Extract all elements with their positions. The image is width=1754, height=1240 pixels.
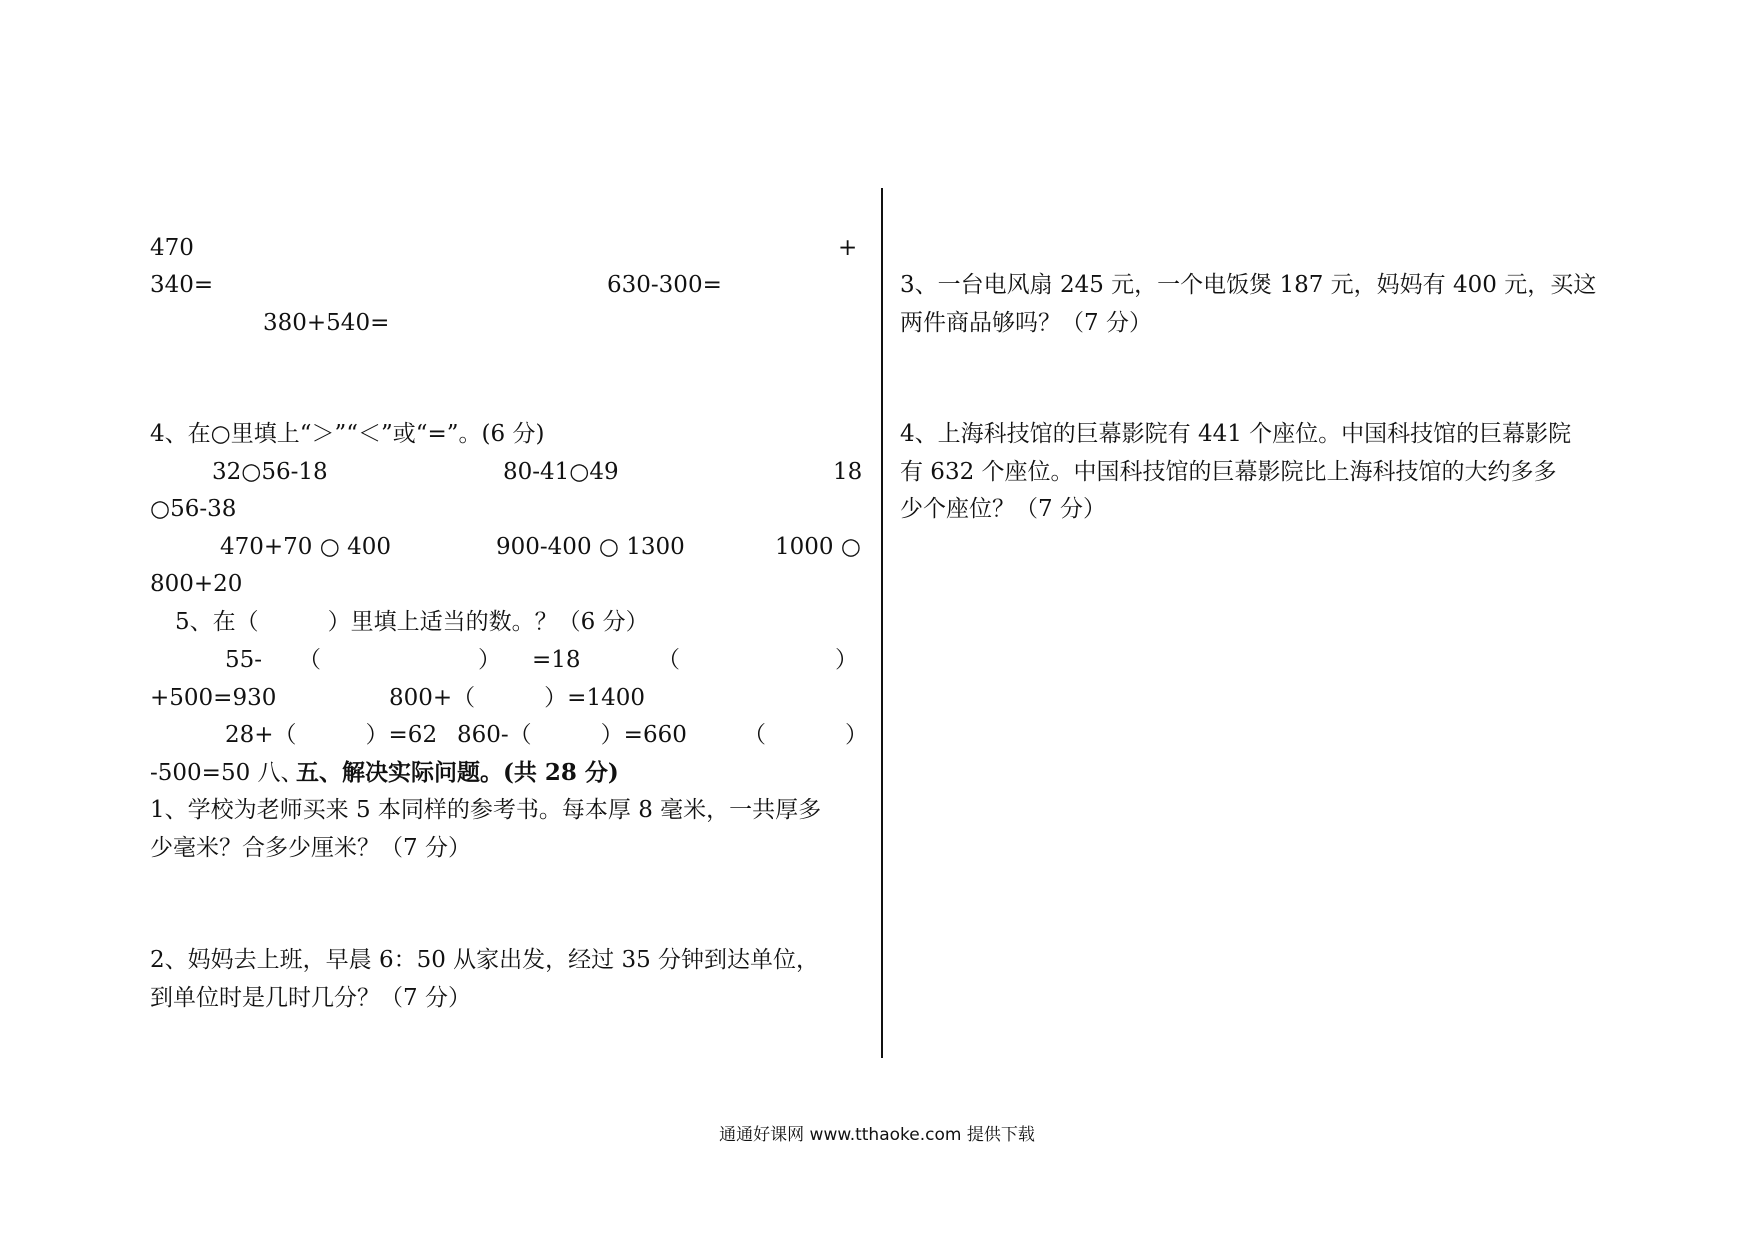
q4-row3-b: 900-400 ○ 1300	[496, 534, 685, 560]
problem1-line1: 1、学校为老师买来 5 本同样的参考书。每本厚 8 毫米，一共厚多	[150, 797, 822, 823]
q4-title: 4、在○里填上“＞”“＜”或“=”。(6 分)	[150, 421, 545, 447]
q5-row3-paren-open: （	[743, 722, 766, 748]
calc-line2-left: 340=	[150, 272, 214, 298]
q4-row1-a: 32○56-18	[212, 459, 328, 485]
problem2-line2: 到单位时是几时几分？（7 分）	[150, 985, 471, 1011]
q4-row3-c: 1000 ○	[775, 534, 861, 560]
q4-row1-b: 80-41○49	[503, 459, 619, 485]
problem4-line1: 4、上海科技馆的巨幕影院有 441 个座位。中国科技馆的巨幕影院	[900, 421, 1572, 447]
q5-row3-a: 28+（ ）=62	[225, 722, 438, 748]
q4-row3-a: 470+70 ○ 400	[220, 534, 392, 560]
q5-row1-result: =18	[532, 647, 581, 673]
q5-title: 5、在（ ）里填上适当的数。？（6 分）	[175, 609, 649, 635]
column-divider	[881, 188, 883, 1058]
calc-line1-plus: +	[838, 235, 858, 261]
q5-row3-b: 860-（ ）=660	[457, 722, 687, 748]
problem1-line2: 少毫米？合多少厘米？（7 分）	[150, 835, 471, 861]
calc-line2-right: 630-300=	[607, 272, 722, 298]
footer-credit: 通通好课网 www.tthaoke.com 提供下载	[719, 1125, 1035, 1145]
q5-row1-a: 55-	[225, 647, 263, 673]
q5-row2-a: +500=930	[150, 685, 277, 711]
q5-row4: -500=50 八、	[150, 760, 304, 786]
problem2-line1: 2、妈妈去上班，早晨 6：50 从家出发，经过 35 分钟到达单位，	[150, 947, 820, 973]
q5-row2-b: 800+（ ）=1400	[389, 685, 645, 711]
q5-row3-paren-close: ）	[845, 722, 868, 748]
q5-row1-paren-close-2: ）	[835, 647, 858, 673]
calc-line1-left: 470	[150, 235, 194, 261]
q4-row4: 800+20	[150, 571, 243, 597]
problem3-line1: 3、一台电风扇 245 元，一个电饭煲 187 元，妈妈有 400 元，买这	[900, 272, 1597, 298]
q5-row1-paren-open-2: （	[657, 647, 680, 673]
q4-row2: ○56-38	[150, 496, 237, 522]
problem4-line2: 有 632 个座位。中国科技馆的巨幕影院比上海科技馆的大约多多	[900, 459, 1557, 485]
q4-row1-c: 18	[833, 459, 863, 485]
calc-line3: 380+540=	[263, 310, 390, 336]
q5-row1-paren-close: ）	[478, 647, 501, 673]
problem3-line2: 两件商品够吗？（7 分）	[900, 310, 1152, 336]
q5-row1-paren-open: （	[298, 647, 321, 673]
section-heading: 五、解决实际问题。(共 28 分)	[296, 759, 619, 786]
problem4-line3: 少个座位？（7 分）	[900, 496, 1106, 522]
